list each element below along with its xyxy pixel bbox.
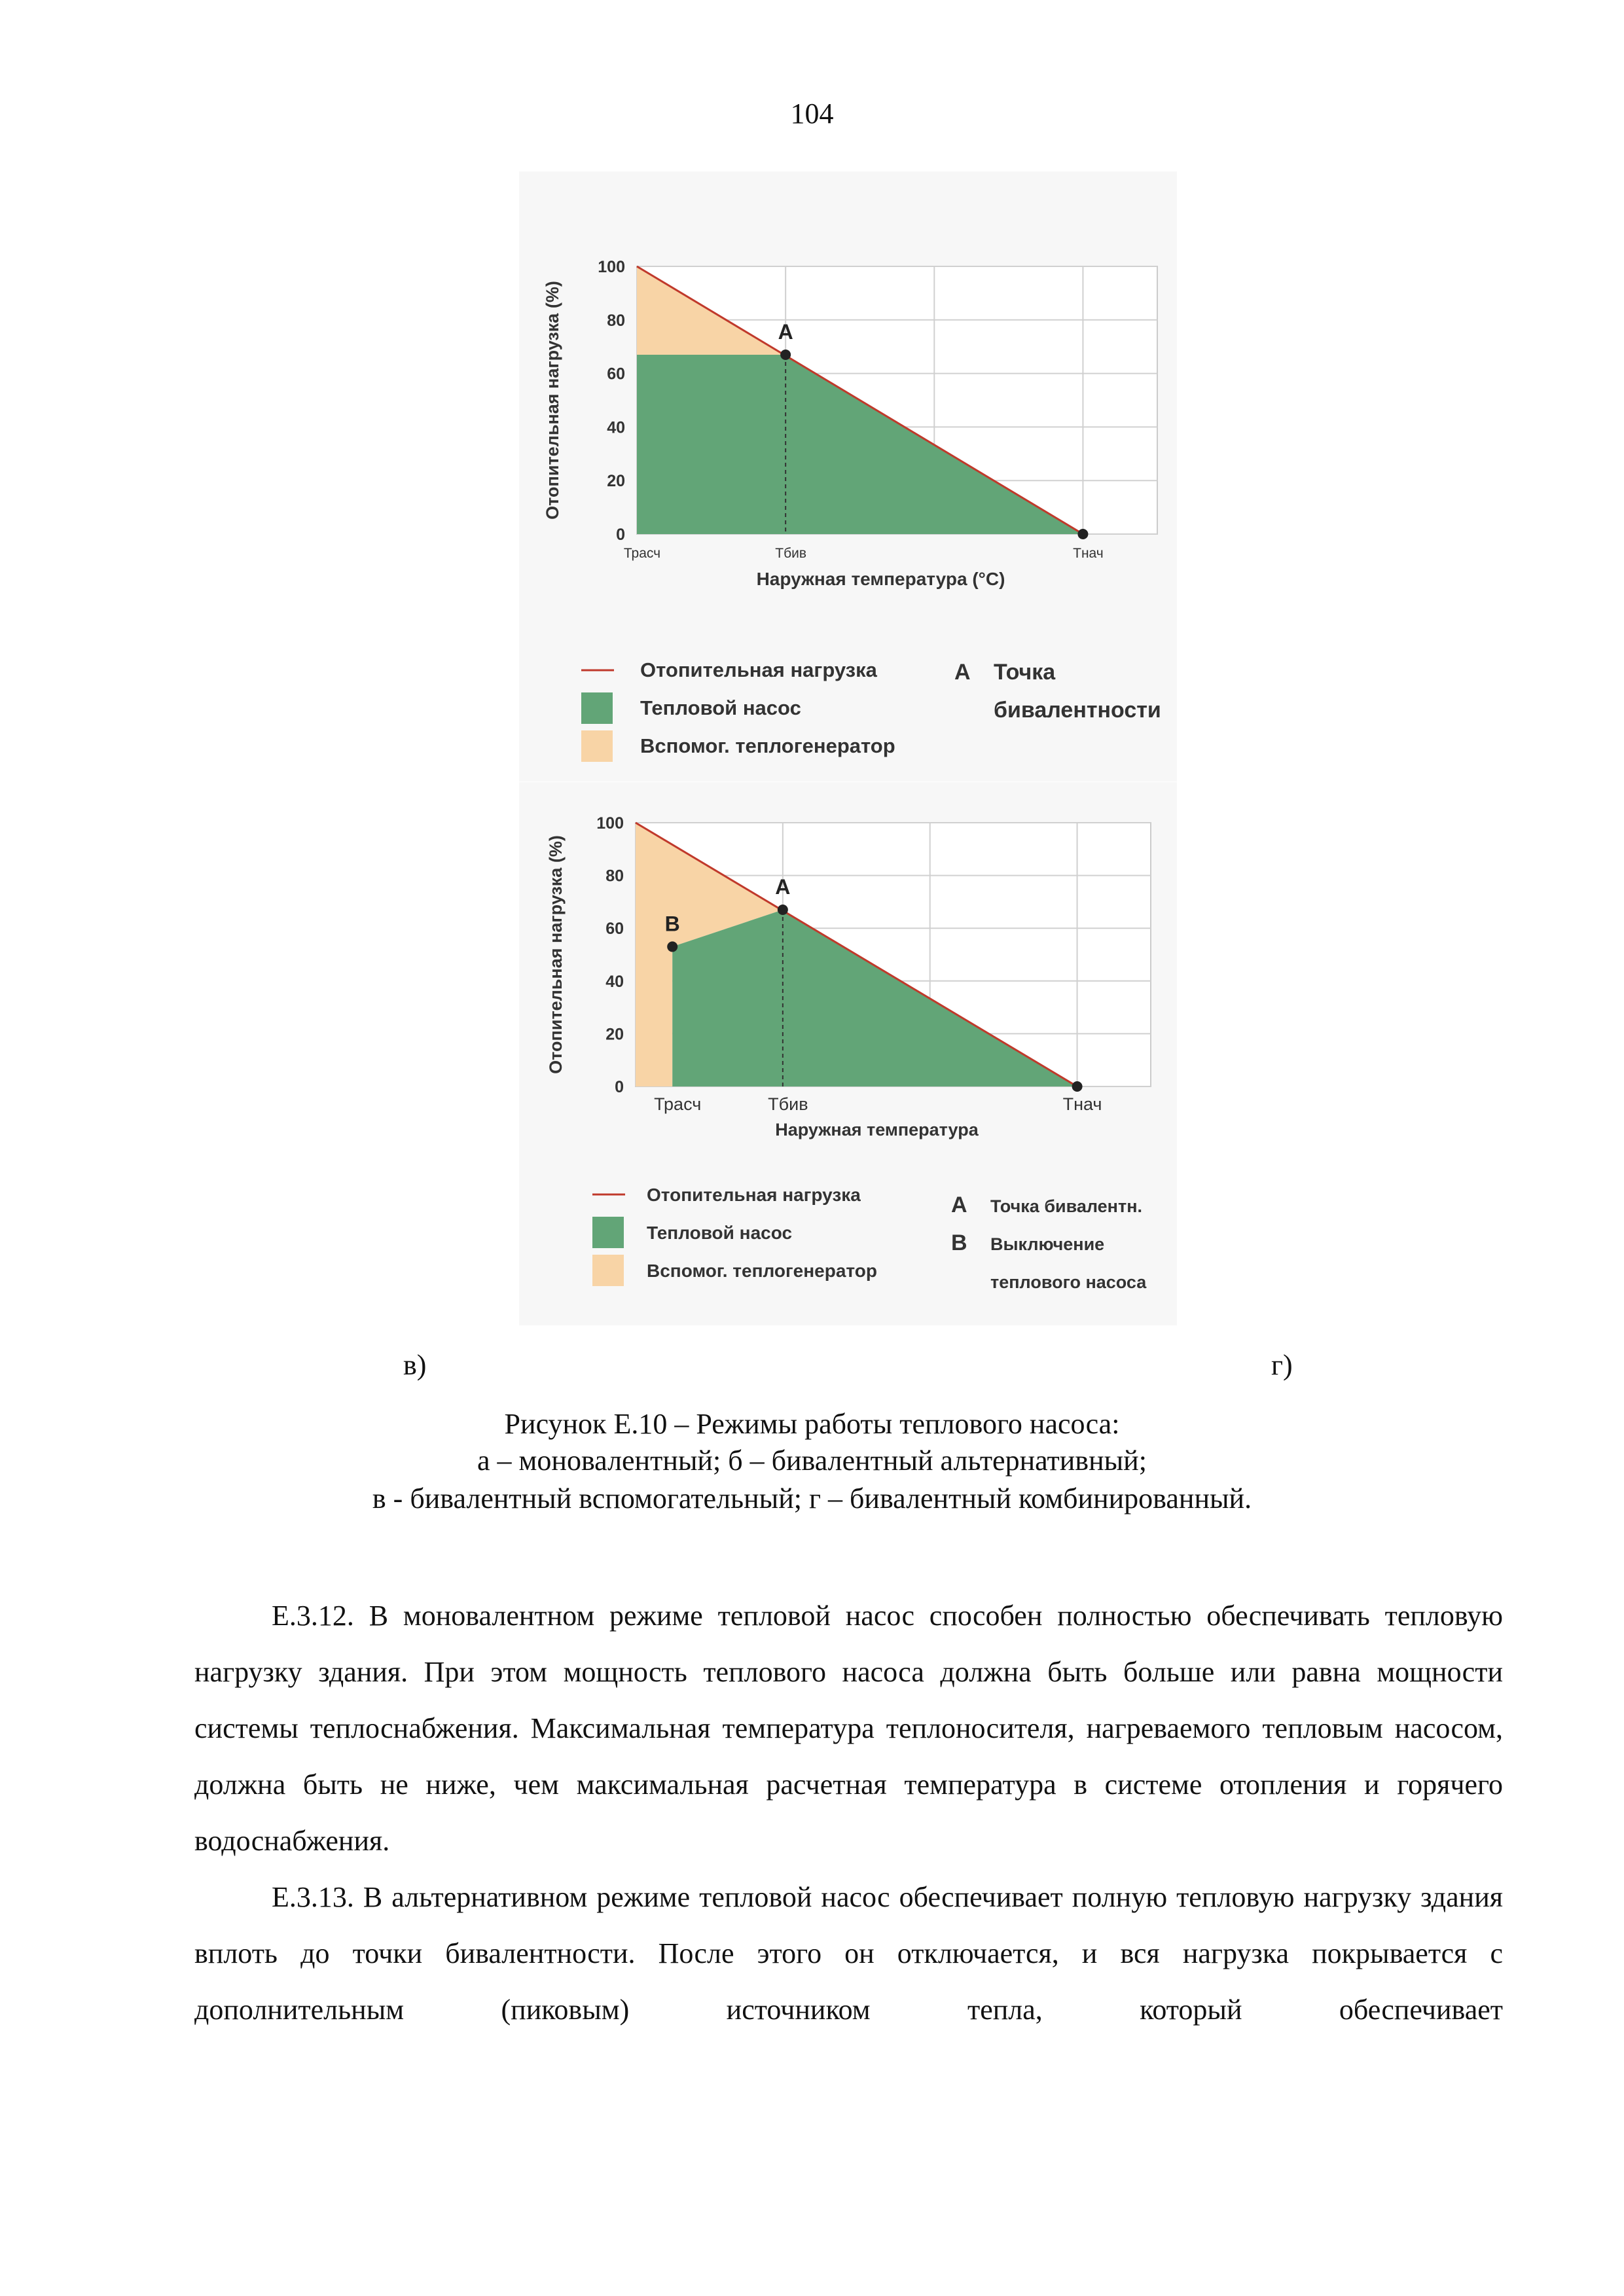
x-tick-label: Тбив <box>768 1094 808 1114</box>
data-point <box>1077 529 1088 539</box>
legend-swatch-fill-heat <box>592 1217 624 1248</box>
y-axis-title: Отопительная нагрузка (%) <box>546 835 566 1074</box>
subfigure-label-v: в) <box>403 1349 427 1381</box>
y-tick-label: 80 <box>607 311 625 330</box>
y-tick-label: 0 <box>616 526 625 544</box>
y-tick-label: 20 <box>605 1025 624 1044</box>
chart-v-svg <box>519 171 1177 781</box>
legend-point-label: теплового насоса <box>990 1272 1147 1292</box>
legend-point-label: бивалентности <box>994 698 1161 723</box>
y-tick-label: 100 <box>598 258 625 276</box>
point-label-a: A <box>775 874 791 899</box>
data-point <box>667 941 677 952</box>
y-tick-label: 80 <box>605 867 624 886</box>
page-number: 104 <box>790 98 834 130</box>
paragraph-e-3-12-text: Е.3.12. В моновалентном режиме тепловой насос способен полностью обеспечивать тепловую нагрузку здания. При этом мощность теплового насоса должна быть больше или равна мощности системы теплоснабжения. Максимальная температура теплоносителя, нагреваемого тепловым насосом, должна быть не ниже, чем максимальная расчетная температура в системе отопления и горячего водоснабжения. <box>194 1600 1503 1857</box>
legend-label: Тепловой насос <box>640 696 801 719</box>
legend-point-label: Выключение <box>990 1234 1105 1254</box>
point-label-b: B <box>664 912 680 936</box>
y-tick-label: 40 <box>607 418 625 437</box>
figure-caption-line-2: а – моновалентный; б – бивалентный альтернативный; <box>477 1444 1147 1477</box>
x-tick-label: Тнач <box>1062 1094 1102 1114</box>
x-tick-label: Трасч <box>654 1094 702 1114</box>
y-tick-label: 100 <box>596 814 624 833</box>
legend-point-letter: A <box>951 1193 967 1217</box>
point-label-a: A <box>778 319 793 344</box>
figure-caption-line-1: Рисунок Е.10 – Режимы работы теплового насоса: <box>504 1408 1120 1440</box>
legend-point-letter: B <box>951 1230 967 1255</box>
y-axis-title: Отопительная нагрузка (%) <box>543 281 562 520</box>
legend-label: Вспомог. теплогенератор <box>640 734 895 757</box>
legend-swatch-fill-aux <box>592 1255 624 1286</box>
y-tick-label: 60 <box>605 920 624 939</box>
legend-swatch-fill-aux <box>581 730 613 762</box>
legend-point-label: Точка бивалентн. <box>990 1196 1143 1216</box>
y-tick-label: 0 <box>615 1078 624 1096</box>
legend-label: Вспомог. теплогенератор <box>647 1261 877 1281</box>
legend-label: Отопительная нагрузка <box>640 658 877 681</box>
x-tick-label: Тбив <box>775 546 807 561</box>
chart-g-svg <box>519 782 1177 1325</box>
legend-point-label: Точка <box>994 660 1056 685</box>
x-tick-label: Трасч <box>623 546 661 561</box>
x-axis-title: Наружная температура (°C) <box>756 569 1005 589</box>
legend-point-letter: A <box>954 660 971 685</box>
paragraph-e-3-13-text: Е.3.13. В альтернативном режиме тепловой насос обеспечивает полную тепловую нагрузку здания вплоть до точки бивалентности. После этого он отключается, и вся нагрузка покрывается с дополнительным (пиковым) источником тепла, который обеспечивает <box>194 1881 1503 2026</box>
data-point <box>1072 1081 1083 1092</box>
paragraph-e-3-13 <box>194 1869 1503 2038</box>
chart-panel-g <box>519 782 1177 1325</box>
legend-label: Тепловой насос <box>647 1223 793 1243</box>
x-axis-title: Наружная температура <box>775 1120 979 1139</box>
figure-caption-line-3: в - бивалентный вспомогательный; г – бивалентный комбинированный. <box>372 1482 1252 1515</box>
y-tick-label: 40 <box>605 972 624 991</box>
subfigure-label-g: г) <box>1271 1349 1293 1381</box>
legend-label: Отопительная нагрузка <box>647 1185 861 1205</box>
chart-panel-v <box>519 171 1177 781</box>
data-point <box>780 350 791 360</box>
y-tick-label: 60 <box>607 365 625 384</box>
data-point <box>778 905 788 915</box>
y-tick-label: 20 <box>607 472 625 491</box>
paragraph-e-3-12 <box>194 1588 1503 1869</box>
legend-swatch-fill-heat <box>581 692 613 724</box>
x-tick-label: Тнач <box>1073 546 1104 561</box>
